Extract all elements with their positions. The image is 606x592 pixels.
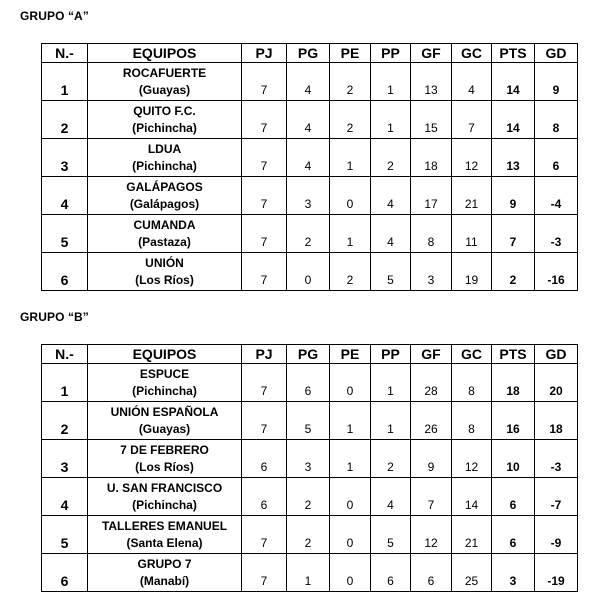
team-province: (Guayas) [138,421,191,436]
group-a-title: GRUPO “A” [20,9,89,23]
header-pe: PE [330,345,371,364]
team-province: (Los Ríos) [135,272,194,287]
pp-cell: 5 [371,253,411,291]
team-cell [88,440,242,478]
table-row [42,440,578,478]
header-gf: GF [411,44,452,63]
position-cell: 4 [42,177,88,215]
gc-cell: 21 [452,516,492,554]
header-row [42,44,578,63]
header-teams: EQUIPOS [88,345,242,364]
gf-cell: 7 [411,478,452,516]
table-header [42,44,578,63]
gd-cell: 20 [535,364,578,402]
pg-cell: 0 [287,253,330,291]
pp-cell: 4 [371,177,411,215]
pg-cell: 2 [287,215,330,253]
team-province: (Pichincha) [132,158,197,173]
pp-cell: 1 [371,402,411,440]
team-province: (Manabí) [139,573,190,588]
header-gd: GD [535,345,578,364]
gf-cell: 9 [411,440,452,478]
gd-cell: -4 [535,177,578,215]
pj-cell: 7 [242,177,287,215]
team-cell [88,63,242,101]
pts-cell: 10 [492,440,535,478]
header-pj: PJ [242,345,287,364]
team-name: UNIÓN ESPAÑOLA [110,404,219,419]
gf-cell: 28 [411,364,452,402]
team-province: (Pichincha) [132,383,197,398]
header-number: N.- [42,345,88,364]
pj-cell: 7 [242,101,287,139]
gc-cell: 11 [452,215,492,253]
table-body [42,364,578,592]
pts-cell: 16 [492,402,535,440]
header-pg: PG [287,44,330,63]
gc-cell: 8 [452,402,492,440]
gd-cell: 6 [535,139,578,177]
table-row [42,478,578,516]
table-row [42,63,578,101]
pe-cell: 2 [330,253,371,291]
gf-cell: 12 [411,516,452,554]
pe-cell: 1 [330,139,371,177]
table-row [42,215,578,253]
gf-cell: 18 [411,139,452,177]
team-province: (Pichincha) [132,120,197,135]
team-name: 7 DE FEBRERO [120,442,209,457]
gc-cell: 12 [452,139,492,177]
pts-cell: 9 [492,177,535,215]
position-cell: 2 [42,402,88,440]
pe-cell: 2 [330,63,371,101]
header-gf: GF [411,345,452,364]
position-cell: 3 [42,440,88,478]
pp-cell: 4 [371,215,411,253]
position-cell: 5 [42,516,88,554]
position-cell: 6 [42,253,88,291]
gd-cell: 18 [535,402,578,440]
header-pts: PTS [492,345,535,364]
pj-cell: 7 [242,63,287,101]
team-name: GRUPO 7 [137,556,192,571]
gc-cell: 7 [452,101,492,139]
pts-cell: 6 [492,478,535,516]
pp-cell: 6 [371,554,411,592]
team-cell [88,253,242,291]
gf-cell: 8 [411,215,452,253]
pe-cell: 0 [330,177,371,215]
pg-cell: 3 [287,440,330,478]
gd-cell: -16 [535,253,578,291]
position-cell: 6 [42,554,88,592]
table-header [42,345,578,364]
pg-cell: 3 [287,177,330,215]
pg-cell: 4 [287,63,330,101]
header-teams: EQUIPOS [88,44,242,63]
gd-cell: -7 [535,478,578,516]
gf-cell: 26 [411,402,452,440]
table-row [42,554,578,592]
gd-cell: -9 [535,516,578,554]
gf-cell: 13 [411,63,452,101]
gc-cell: 25 [452,554,492,592]
table-row [42,402,578,440]
pj-cell: 7 [242,402,287,440]
table-row [42,253,578,291]
team-province: (Galápagos) [129,196,200,211]
team-name: CUMANDA [133,217,196,232]
pts-cell: 13 [492,139,535,177]
team-name: UNIÓN [145,255,184,270]
team-name: GALÁPAGOS [126,179,203,194]
gc-cell: 19 [452,253,492,291]
pe-cell: 0 [330,364,371,402]
gd-cell: 8 [535,101,578,139]
pts-cell: 18 [492,364,535,402]
pts-cell: 14 [492,101,535,139]
gc-cell: 14 [452,478,492,516]
pp-cell: 2 [371,440,411,478]
pts-cell: 2 [492,253,535,291]
group-b-standings-table [41,344,578,592]
header-pp: PP [371,345,411,364]
header-gd: GD [535,44,578,63]
pe-cell: 1 [330,440,371,478]
position-cell: 1 [42,63,88,101]
team-province: (Guayas) [138,82,191,97]
team-cell [88,516,242,554]
table-body [42,63,578,291]
header-row [42,345,578,364]
position-cell: 3 [42,139,88,177]
pe-cell: 2 [330,101,371,139]
gf-cell: 3 [411,253,452,291]
header-gc: GC [452,345,492,364]
team-name: QUITO F.C. [133,103,196,118]
team-province: (Pastaza) [138,234,191,249]
header-pg: PG [287,345,330,364]
table-row [42,364,578,402]
pj-cell: 7 [242,215,287,253]
pj-cell: 7 [242,139,287,177]
header-pp: PP [371,44,411,63]
table-row [42,101,578,139]
header-pj: PJ [242,44,287,63]
table-row [42,177,578,215]
pj-cell: 6 [242,478,287,516]
pp-cell: 1 [371,101,411,139]
gd-cell: 9 [535,63,578,101]
team-name: LDUA [147,141,182,156]
pts-cell: 7 [492,215,535,253]
table-row [42,516,578,554]
pe-cell: 1 [330,402,371,440]
position-cell: 1 [42,364,88,402]
gd-cell: -3 [535,215,578,253]
team-cell [88,215,242,253]
pts-cell: 14 [492,63,535,101]
pj-cell: 7 [242,554,287,592]
pg-cell: 2 [287,516,330,554]
pe-cell: 0 [330,478,371,516]
team-cell [88,554,242,592]
team-cell [88,402,242,440]
gc-cell: 8 [452,364,492,402]
team-cell [88,139,242,177]
pts-cell: 6 [492,516,535,554]
team-province: (Pichincha) [132,497,197,512]
team-province: (Santa Elena) [126,535,203,550]
team-name: ESPUCE [139,366,190,381]
gc-cell: 4 [452,63,492,101]
team-cell [88,478,242,516]
team-name: ROCAFUERTE [122,65,207,80]
position-cell: 4 [42,478,88,516]
position-cell: 2 [42,101,88,139]
gf-cell: 17 [411,177,452,215]
table-row [42,139,578,177]
gf-cell: 6 [411,554,452,592]
gc-cell: 21 [452,177,492,215]
group-a-standings-table [41,43,578,291]
pj-cell: 7 [242,516,287,554]
pp-cell: 1 [371,364,411,402]
gf-cell: 15 [411,101,452,139]
header-pts: PTS [492,44,535,63]
pg-cell: 4 [287,139,330,177]
team-cell [88,177,242,215]
pj-cell: 7 [242,253,287,291]
team-cell [88,364,242,402]
pj-cell: 7 [242,364,287,402]
pts-cell: 3 [492,554,535,592]
gd-cell: -3 [535,440,578,478]
pp-cell: 4 [371,478,411,516]
pg-cell: 5 [287,402,330,440]
header-number: N.- [42,44,88,63]
header-pe: PE [330,44,371,63]
pp-cell: 1 [371,63,411,101]
team-cell [88,101,242,139]
pe-cell: 0 [330,516,371,554]
gd-cell: -19 [535,554,578,592]
pe-cell: 1 [330,215,371,253]
team-name: TALLERES EMANUEL [101,518,228,533]
pg-cell: 6 [287,364,330,402]
pg-cell: 1 [287,554,330,592]
position-cell: 5 [42,215,88,253]
pe-cell: 0 [330,554,371,592]
pp-cell: 2 [371,139,411,177]
pg-cell: 2 [287,478,330,516]
header-gc: GC [452,44,492,63]
team-province: (Los Ríos) [135,459,194,474]
gc-cell: 12 [452,440,492,478]
team-name: U. SAN FRANCISCO [106,480,223,495]
pj-cell: 6 [242,440,287,478]
pp-cell: 5 [371,516,411,554]
group-b-title: GRUPO “B” [20,310,89,324]
pg-cell: 4 [287,101,330,139]
